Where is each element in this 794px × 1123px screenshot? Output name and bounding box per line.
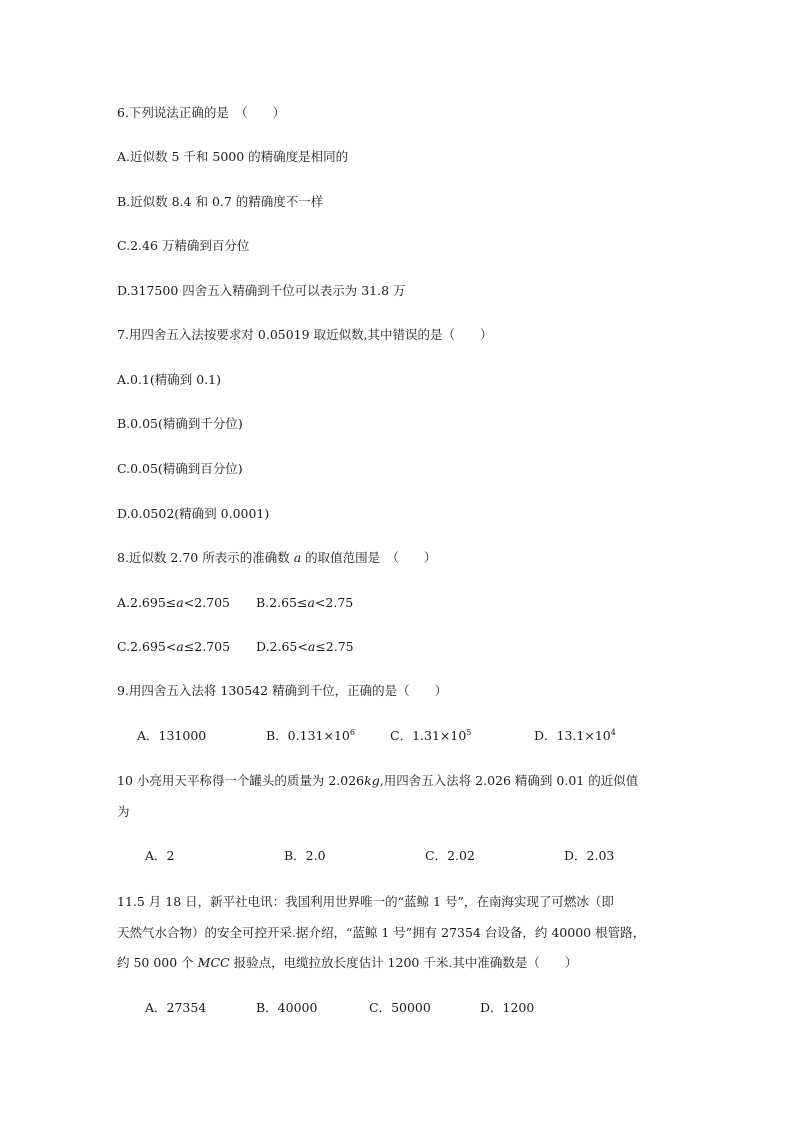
q6-option-a: A.近似数 5 千和 5000 的精确度是相同的 [117,149,349,164]
q7-option-b: B.0.05(精确到千分位) [117,416,243,431]
q9-option-b: B．$0.131\times 10^6$ [266,728,355,743]
q11-option-d: D．1200 [480,1000,535,1015]
q6-option-d: D.317500 四舍五入精确到千位可以表示为 31.8 万 [117,283,406,298]
q9-option-c: C．$1.31\times 10^5$ [390,728,472,743]
q11-stem-line2: 天然气水合物）的安全可控开采.据介绍，“蓝鲸 1 号”拥有 27354 台设备，约 40000 根管路， [117,925,646,940]
q7-option-d: D.0.0502(精确到 0.0001) [117,506,270,521]
q11-stem-line1: 11.5 月 18 日，新平社电讯：我国利用世界唯一的“蓝鲸 1 号”，在南海实现了可燃冰（即 [117,894,614,909]
q11-stem-line3: 约 50 000 个 MCC 报验点，电缆拉放长度估计 1200 千米.其中准确数是（ ） [117,955,578,970]
q8-option-d: D.2.65<a≤2.75 [256,639,354,654]
q8-option-a: A.2.695≤a<2.705 [117,595,230,610]
q9-option-d: D．$13.1\times 10^4$ [534,728,616,743]
q6-option-b: B.近似数 8.4 和 0.7 的精确度不一样 [117,194,324,209]
q7-stem: 7.用四舍五入法按要求对 0.05019 取近似数,其中错误的是（ ） [117,327,493,342]
q10-stem-line2: 为 [117,804,130,819]
q11-option-b: B．40000 [256,1000,318,1015]
q6-option-c: C.2.46 万精确到百分位 [117,238,250,253]
q7-option-c: C.0.05(精确到百分位) [117,461,243,476]
q10-option-b: B．2.0 [284,848,326,863]
q10-stem: 10 小亮用天平称得一个罐头的质量为 2.026kg,用四舍五入法将 2.026 精确到 0.01 的近似值 [117,773,639,788]
q8-option-b: B.2.65≤a<2.75 [256,595,354,610]
q9-stem: 9.用四舍五入法将 130542 精确到千位，正确的是（ ） [117,683,448,698]
q7-option-a: A.0.1(精确到 0.1) [117,372,221,387]
q11-option-a: A．27354 [145,1000,207,1015]
q10-option-c: C．2.02 [425,848,475,863]
q6-stem: 6.下列说法正确的是 （ ） [117,105,286,120]
q10-option-a: A．2 [145,848,175,863]
q10-option-d: D．2.03 [564,848,615,863]
q11-option-c: C．50000 [369,1000,431,1015]
q8-stem: 8.近似数 2.70 所表示的准确数 a 的取值范围是 （ ） [117,550,437,565]
q9-option-a: A．131000 [137,728,207,743]
q8-option-c: C.2.695<a≤2.705 [117,639,231,654]
